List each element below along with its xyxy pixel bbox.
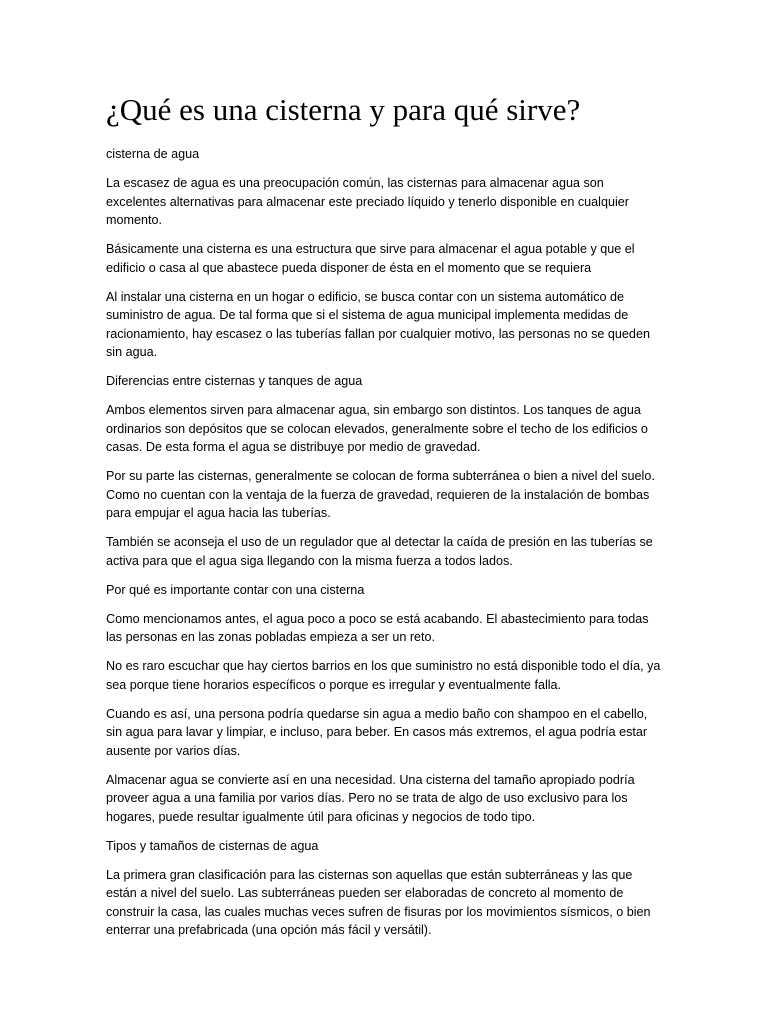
paragraph-installation: Al instalar una cisterna en un hogar o edificio, se busca contar con un sistema automático de suministro de agua. De tal forma que si el sistema de agua municipal implementa medidas de racionamiento, hay escasez o las tuberías fallan por cualquier motivo, las personas no se queden sin agua.	[106, 289, 650, 359]
section-heading-importance: Por qué es importante contar con una cisterna	[106, 582, 365, 597]
paragraph-tanks: Ambos elementos sirven para almacenar agua, sin embargo son distintos. Los tanques de agua ordinarios son depósitos que se colocan elevados, generalmente sobre el techo de los edificios o casas. De esta forma el agua se distribuye por medio de gravedad.	[106, 403, 648, 454]
paragraph-definition: Básicamente una cisterna es una estructura que sirve para almacenar el agua potable y que el edificio o casa al que abastece pueda disponer de ésta en el momento que se requiera	[106, 242, 635, 275]
paragraph-neighborhoods: No es raro escuchar que hay ciertos barrios en los que suministro no está disponible todo el día, ya sea porque tiene horarios específicos o porque es irregular y eventualmente falla.	[106, 659, 661, 692]
paragraph-water-shortage: Como mencionamos antes, el agua poco a poco se está acabando. El abastecimiento para todas las personas en las zonas pobladas empieza a ser un reto.	[106, 611, 649, 644]
subtitle-cisterna-de-agua: cisterna de agua	[106, 147, 200, 161]
paragraph-necessity: Almacenar agua se convierte así en una necesidad. Una cisterna del tamaño apropiado podría proveer agua a una familia por varios días. Pero no se trata de algo de uso exclusivo para los hogares, puede resultar igualmente útil para oficinas y negocios de todo tipo.	[106, 772, 635, 824]
paragraph-consequences: Cuando es así, una persona podría quedarse sin agua a medio baño con shampoo en el cabello, sin agua para lavar y limpiar, e incluso, para beber. En casos más extremos, el agua podría estar ausente por varios días.	[106, 706, 648, 758]
paragraph-regulator: También se aconseja el uso de un regulador que al detectar la caída de presión en las tuberías se activa para que el agua siga llegando con la misma fuerza a todos lados.	[106, 535, 653, 568]
page-title: ¿Qué es una cisterna y para qué sirve?	[106, 92, 581, 127]
document-body	[106, 145, 666, 950]
paragraph-classification: La primera gran clasificación para las cisternas son aquellas que están subterráneas y las que están a nivel del suelo. Las subterráneas pueden ser elaboradas de concreto al momento de construir la casa, las cuales muchas veces sufren de fisuras por los movimientos sísmicos, o bien enterrar una prefabricada (una opción más fácil y versátil).	[106, 867, 651, 937]
section-heading-differences: Diferencias entre cisternas y tanques de agua	[106, 374, 363, 388]
section-heading-types: Tipos y tamaños de cisternas de agua	[106, 838, 319, 853]
paragraph-cisterns-placement: Por su parte las cisternas, generalmente se colocan de forma subterránea o bien a nivel del suelo. Como no cuentan con la ventaja de la fuerza de gravedad, requieren de la instalación de bombas para empujar el agua hacia las tuberías.	[106, 469, 655, 520]
paragraph-intro: La escasez de agua es una preocupación común, las cisternas para almacenar agua son excelentes alternativas para almacenar este preciado líquido y tenerlo disponible en cualquier momento.	[106, 176, 629, 227]
